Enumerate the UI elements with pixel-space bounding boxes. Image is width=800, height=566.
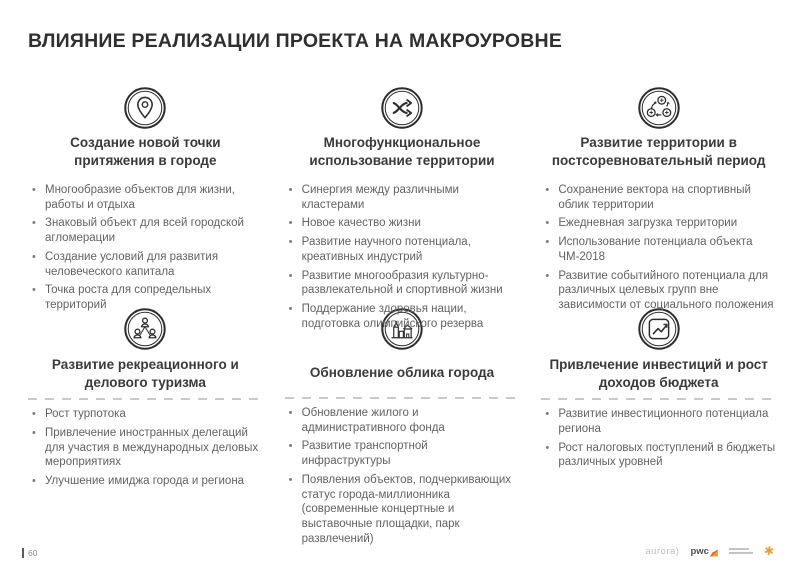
bullet-item: • Рост налоговых поступлений в бюджеты различных уровней (545, 441, 776, 470)
bullet-list (541, 407, 776, 474)
bullet-item: • Создание условий для развития человеческого капитала (32, 250, 263, 279)
section-tourism-development (28, 307, 263, 550)
bullet-item: • Новое качество жизни (289, 216, 520, 231)
bullet-item: • Многообразие объектов для жизни, работы и отдыха (32, 183, 263, 212)
page-number (22, 548, 37, 558)
bullet-list (285, 406, 520, 550)
bullet-item: • Появления объектов, подчеркивающих статус города-миллионника (современные концертные и выставочные площадки, парк развлечений) (289, 473, 520, 547)
bullet-item: • Синергия между различными кластерами (289, 183, 520, 212)
pwc-logo-mark (710, 550, 718, 557)
section-title: Привлечение инвестиций и рост доходов бюджета (549, 357, 768, 390)
sections-grid (28, 86, 776, 550)
bullet-item: • Развитие научного потенциала, креативных индустрий (289, 235, 520, 264)
page-number-value: 60 (28, 548, 38, 558)
section-multifunctional-use (285, 86, 520, 330)
people-group-icon (28, 307, 263, 351)
section-post-competition-development (541, 86, 776, 312)
map-pin-icon (28, 86, 263, 130)
section-new-attraction-point (28, 86, 263, 312)
bullet-item: • Развитие транспортной инфраструктуры (289, 439, 520, 468)
shuffle-arrows-icon (285, 86, 520, 130)
page-title: ВЛИЯНИЕ РЕАЛИЗАЦИИ ПРОЕКТА НА МАКРОУРОВНЕ (28, 30, 563, 52)
bullet-item: • Сохранение вектора на спортивный облик территории (545, 183, 776, 212)
dashed-divider (28, 398, 263, 400)
bullet-item: • Точка роста для сопредельных территорий (32, 283, 263, 312)
bullet-item: • Поддержание здоровья нации, подготовка олимпийского резерва (289, 302, 520, 331)
star-logo-icon: ✱ (763, 543, 775, 559)
bullet-item: • Развитие событийного потенциала для различных целевых групп вне зависимости от социального положения (545, 269, 776, 313)
page-number-bar (22, 548, 24, 558)
pwc-logo-text: pwc (690, 545, 709, 557)
section-title: Многофункциональное использование территории (309, 135, 495, 168)
bullet-item: • Привлечение иностранных делегаций для участия в международных деловых мероприятиях (32, 426, 263, 470)
bullet-list (541, 183, 776, 317)
cycle-icon (541, 86, 776, 130)
section-investments-growth (541, 307, 776, 550)
bullet-item: • Обновление жилого и административного фонда (289, 406, 520, 435)
bullet-item: • Улучшение имиджа города и региона (32, 474, 263, 489)
bullet-item: • Развитие инвестиционного потенциала региона (545, 407, 776, 436)
pwc-logo (690, 546, 717, 557)
chart-growth-icon (541, 307, 776, 351)
aurora-logo: aurora) (645, 545, 680, 557)
bullet-list (28, 183, 263, 317)
bullet-item: • Знаковый объект для всей городской агломерации (32, 216, 263, 245)
section-title: Обновление облика города (309, 365, 495, 381)
footer-logos (645, 545, 774, 557)
section-city-appearance (285, 307, 520, 550)
bullet-item: • Рост турпотока (32, 407, 263, 422)
section-title: Создание новой точки притяжения в городе (70, 135, 221, 168)
bullet-item: • Использование потенциала объекта ЧМ-2018 (545, 235, 776, 264)
partner-logo (729, 548, 753, 554)
section-title: Развитие территории в постсоревновательный период (551, 135, 766, 168)
bullet-item: • Развитие многообразия культурно-развлекательной и спортивной жизни (289, 269, 520, 298)
bullet-list (28, 407, 263, 493)
bullet-list (285, 183, 520, 335)
section-title: Развитие рекреационного и делового туризма (51, 357, 239, 390)
bullet-item: • Ежедневная загрузка территории (545, 216, 776, 231)
dashed-divider (541, 398, 776, 400)
dashed-divider (285, 397, 520, 399)
